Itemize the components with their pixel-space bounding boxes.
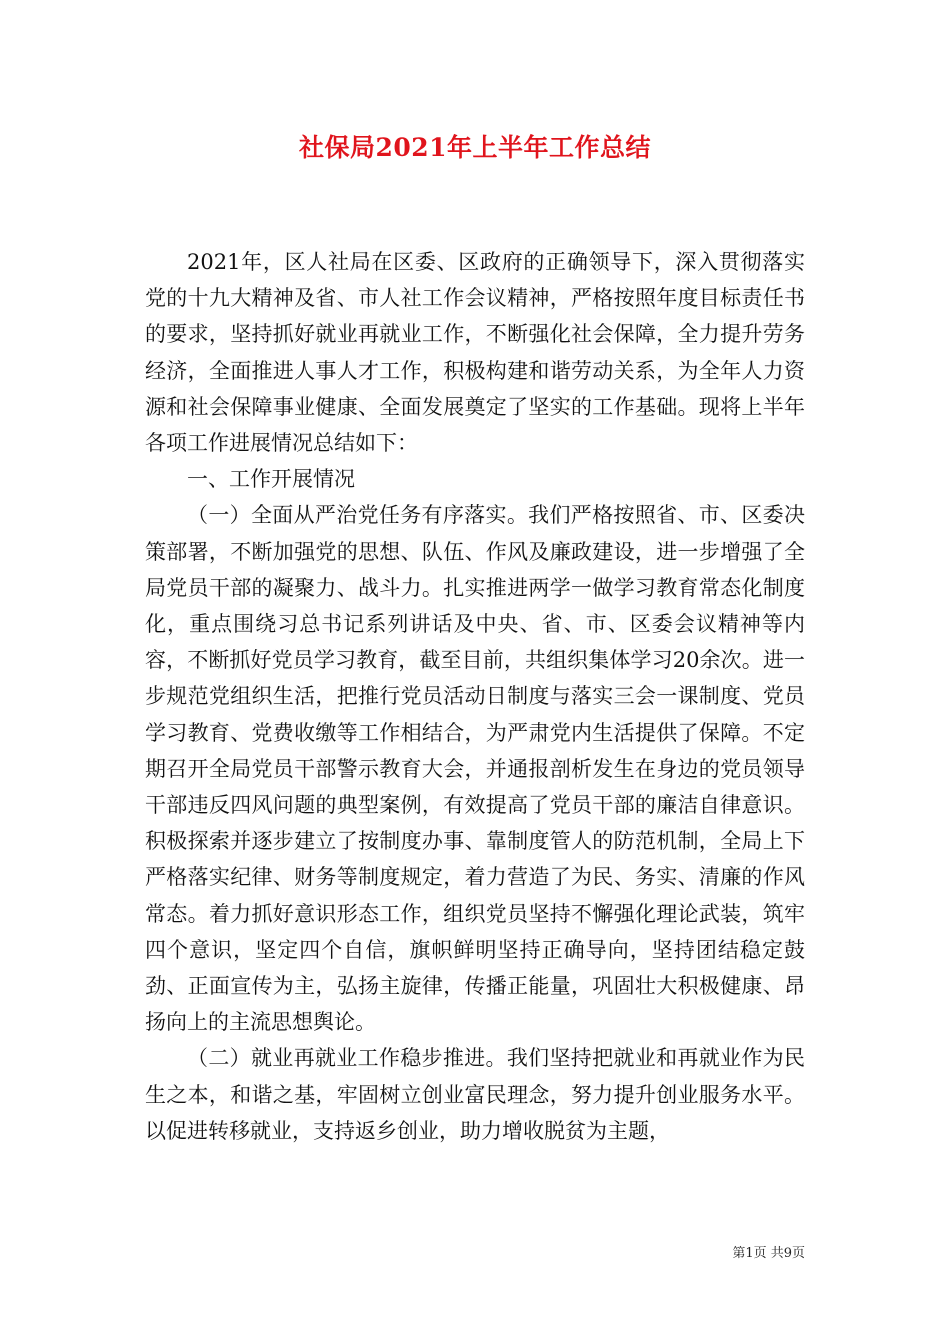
document-title: 社保局2021年上半年工作总结 (298, 133, 652, 162)
intro-paragraph: 2021年，区人社局在区委、区政府的正确领导下，深入贯彻落实党的十九大精神及省、市人社工作会议精神，严格按照年度目标责任书的要求，坚持抓好就业再就业工作，不断强化社会保障，全力提升劳务经济，全面推进人事人才工作，积极构建和谐劳动关系，为全年人力资源和社会保障事业健康、全面发展奠定了坚实的工作基础。现将上半年各项工作进展情况总结如下： (145, 250, 805, 456)
page-number: 第1页 共9页 (732, 1246, 805, 1261)
document-body (145, 244, 805, 1149)
paragraph-party-work: （一）全面从严治党任务有序落实。我们严格按照省、市、区委决策部署，不断加强党的思想、队伍、作风及廉政建设，进一步增强了全局党员干部的凝聚力、战斗力。扎实推进两学一做学习教育常态化制度化，重点围绕习总书记系列讲话及中央、省、市、区委会议精神等内容，不断抓好党员学习教育，截至目前，共组织集体学习20余次。进一步规范党组织生活，把推行党员活动日制度与落实三会一课制度、党员学习教育、党费收缴等工作相结合，为严肃党内生活提供了保障。不定期召开全局党员干部警示教育大会，并通报剖析发生在身边的党员领导干部违反四风问题的典型案例，有效提高了党员干部的廉洁自律意识。积极探索并逐步建立了按制度办事、靠制度管人的防范机制，全局上下严格落实纪律、财务等制度规定，着力营造了为民、务实、清廉的作风常态。着力抓好意识形态工作，组织党员坚持不懈强化理论武装，筑牢四个意识，坚定四个自信，旗帜鲜明坚持正确导向，坚持团结稳定鼓劲、正面宣传为主，弘扬主旋律，传播正能量，巩固壮大积极健康、昂扬向上的主流思想舆论。 (145, 503, 805, 1035)
paragraph-employment: （二）就业再就业工作稳步推进。我们坚持把就业和再就业作为民生之本，和谐之基，牢固树立创业富民理念，努力提升创业服务水平。以促进转移就业，支持返乡创业，助力增收脱贫为主题， (145, 1046, 805, 1143)
section-heading: 一、工作开展情况 (187, 467, 355, 492)
